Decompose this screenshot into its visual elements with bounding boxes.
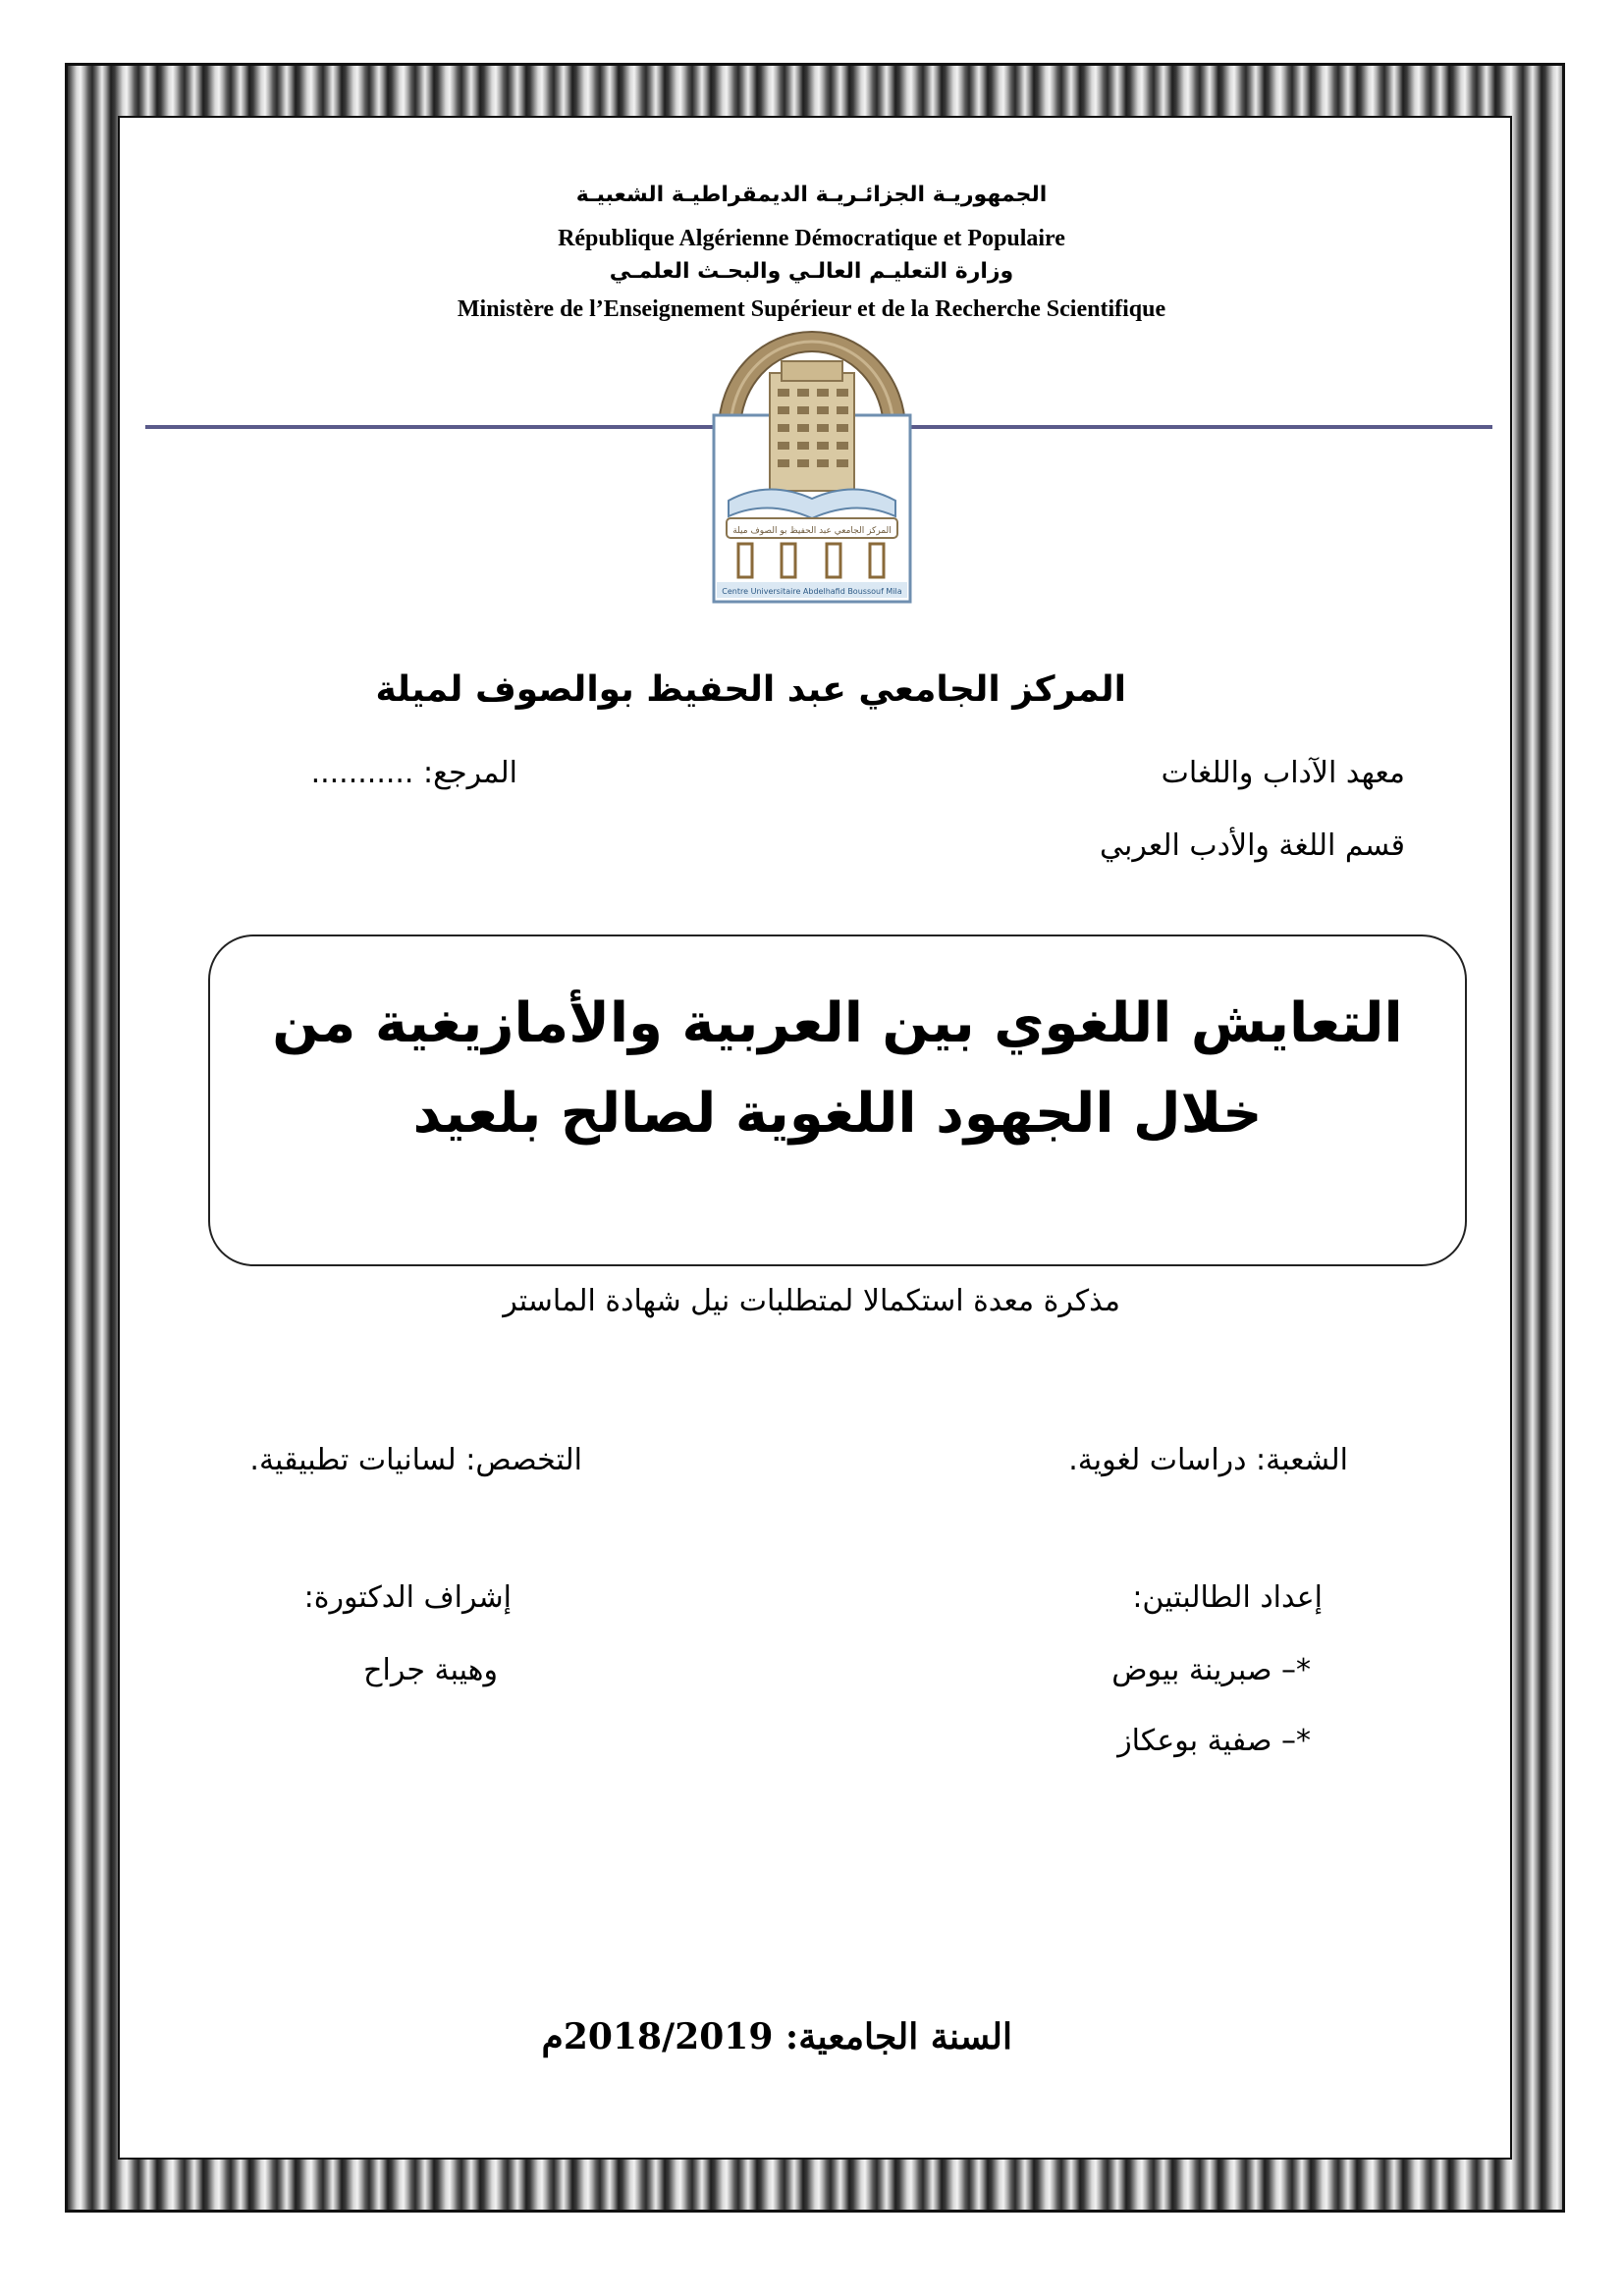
student-name-1: *– صبرينة بيوض [1111, 1653, 1311, 1687]
department-name: قسم اللغة والأدب العربي [1099, 828, 1405, 863]
supervisor-name: وهيبة جراح [363, 1653, 498, 1687]
logo-caption: Centre Universitaire Abdelhafid Boussouf Mila [722, 587, 902, 596]
students-label: إعداد الطالبتين: [1132, 1580, 1323, 1615]
academic-year: السنة الجامعية: 2018/2019م [541, 2016, 1012, 2057]
thesis-title-line1: التعايش اللغوي بين العربية والأمازيغية من [272, 991, 1403, 1055]
specialty-field: التخصص: لسانيات تطبيقية. [249, 1443, 582, 1477]
thesis-title-line2: خلال الجهود اللغوية لصالح بلعيد [412, 1082, 1263, 1146]
branch-field: الشعبة: دراسات لغوية. [1068, 1443, 1348, 1477]
ministry-french: Ministère de l’Enseignement Supérieur et de la Recherche Scientifique [457, 296, 1166, 322]
logo-ribbon-text: المركز الجامعي عبد الحفيظ بو الصوف ميلة [732, 526, 892, 536]
republic-arabic: الجمهوريـة الجزائـريـة الديمقراطيـة الشعبيـة [575, 183, 1048, 207]
republic-french: République Algérienne Démocratique et Populaire [558, 226, 1065, 251]
institute-name: معهد الآداب واللغات [1161, 756, 1405, 790]
ministry-arabic: وزارة التعليـم العالـي والبحـث العلمـي [609, 259, 1014, 284]
reference-field: المرجع: ........... [310, 756, 517, 790]
thesis-subtitle: مذكرة معدة استكمالا لمتطلبات نيل شهادة الماستر [503, 1284, 1120, 1318]
supervisor-label: إشراف الدكتورة: [303, 1580, 512, 1615]
center-name: المركز الجامعي عبد الحفيظ بوالصوف لميلة [375, 669, 1126, 710]
university-logo [709, 322, 915, 607]
student-name-2: *– صفية بوعكاز [1117, 1724, 1311, 1758]
